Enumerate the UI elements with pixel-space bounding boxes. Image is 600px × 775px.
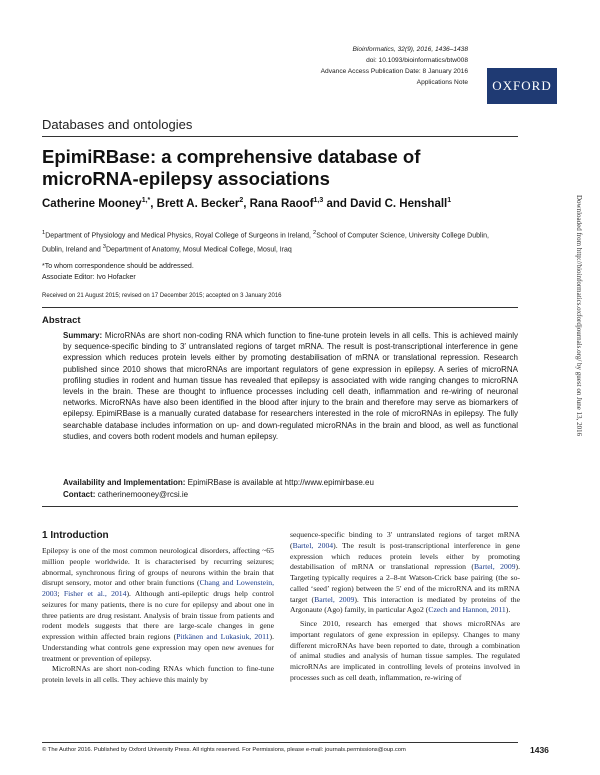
intro-paragraph-1: Epilepsy is one of the most common neurological disorders, affecting ~65 million people worldwide. It is characterised by recurring seizures; abnormal, synchronous firing of groups of neurons within the brain that disrupt sensory, motor and other brain functions (Chang and Lowenstein, 2003; Fisher et al., 2014). Although anti-epileptic drugs help control seizures for many patients, there is no cure for epilepsy and about one in three patients are drug resistant. Analysis of brain tissue from patients and rodent models suggests that there are large-scale changes in gene expression within affected brain regions (Pitkänen and Lukasiuk, 2011). Understanding what controls gene expression may open new avenues for treatment or prevention of epilepsy.: [42, 546, 275, 663]
abstract-heading: Abstract: [42, 315, 81, 326]
abstract-top-rule: [42, 307, 518, 308]
citation-link[interactable]: Pitkänen and Lukasiuk, 2011: [176, 632, 270, 641]
citation-link[interactable]: Czech and Hannon, 2011: [428, 605, 506, 615]
citation-link[interactable]: Bartel, 2004: [292, 540, 334, 550]
intro-paragraph-2-cont: sequence-specific binding to 3′ untranslated regions of target mRNA (Bartel, 2004). The result is post-transcriptional interference in gene expression which reduces protein levels either by promoting destabilisation of mRNA or translational repression (Bartel, 2009). Targeting typically requires a 2–8-nt Watson-Crick base pairing (the so-called ‘seed’ region) between the 5′ end of the microRNA and its mRNA target (Bartel, 2009). This interaction is mediated by proteins of the Argonaute (Ago) family, in particular Ago2 (Czech and Hannon, 2011).: [290, 530, 520, 615]
affiliations: $^1$Department of Physiology and Medical Physics, Royal College of Surgeons in Ireland, $^2$School of Computer Science, University College Dublin, Dublin, Ireland and $^3$Department of Anatomy, Mosul Medical College, Mosul, Iraq: [42, 230, 489, 254]
copyright-footer: © The Author 2016. Published by Oxford University Press. All rights reserved. For Permissions, please e-mail: journals.permissions@oup.com: [42, 747, 406, 753]
author-list: Catherine Mooney$^{1,*}$, Brett A. Becker$^2$, Rana Raoof$^{1,3}$ and David C. Henshall$^1$: [42, 197, 452, 210]
abstract-bottom-rule: [42, 506, 518, 507]
section-divider: [42, 136, 518, 137]
citation-link[interactable]: Fisher et al., 2014: [63, 589, 127, 598]
citation-link[interactable]: Bartel, 2009: [314, 594, 355, 604]
intro-paragraph-3: Since 2010, research has emerged that shows microRNAs are important regulators of gene expression in epilepsy. Changes to many different microRNAs have been reported to date, through a combination of animal studies and analysis of human tissue samples. The regulated microRNAs are implicated in controlling levels of proteins involved in processes such as cell death, inflammation, re-wiring of: [290, 619, 520, 682]
citation-link[interactable]: Chang and Lowenstein, 2003: [42, 578, 274, 598]
correspondence-note: *To whom correspondence should be addressed.: [42, 263, 194, 270]
oxford-logo: OXFORD: [487, 68, 557, 104]
received-dates: Received on 21 August 2015; revised on 17 December 2015; accepted on 3 January 2016: [42, 293, 282, 299]
abstract-summary: Summary: MicroRNAs are short non-coding RNA which function to fine-tune protein levels in all cells. This is achieved mainly by sequence-specific binding to 3′ untranslated regions of target mRNA. The result is post-transcriptional interference in gene expression which reduces protein levels either by promoting destabilisation of mRNA or translational repression. Research published since 2010 shows that microRNAs are important regulators of gene expression in epilepsy. A series of microRNA profiling studies in rodent and human tissue has revealed that epilepsy is associated with wide ranging changes to microRNA levels in the brain. These are thought to influence processes including cell death, inflammation and re-wiring of neuronal networks. MicroRNAs have also been identified in the blood after injury to the brain and therefore may serve as biomarkers of epilepsy. EpimiRBase is a manually curated database for researchers interested in the role of microRNAs in epilepsy. The fully searchable database includes information on up- and down-regulated microRNAs in the brain and blood, as well as functional studies, and covers both rodent models and human epilepsy.: [63, 331, 518, 441]
article-type: Applications Note: [416, 79, 468, 86]
contact: Contact: catherinemooney@rcsi.ie: [63, 490, 189, 499]
download-stamp: Downloaded from http://bioinformatics.oxfordjournals.org/ by guest on June 13, 2016: [575, 195, 583, 437]
advance-access-date: Advance Access Publication Date: 8 January 2016: [320, 68, 468, 75]
section-label: Databases and ontologies: [42, 117, 193, 132]
introduction-heading: 1 Introduction: [42, 530, 109, 541]
journal-citation: Bioinformatics, 32(9), 2016, 1436–1438: [352, 46, 468, 53]
left-column: [42, 546, 274, 686]
citation-link[interactable]: Bartel, 2009: [473, 562, 516, 572]
associate-editor: Associate Editor: Ivo Hofacker: [42, 274, 136, 281]
availability: Availability and Implementation: EpimiRBase is available at http://www.epimirbase.eu: [63, 478, 374, 487]
footer-divider: [42, 742, 518, 743]
article-title: EpimiRBase: a comprehensive database of microRNA-epilepsy associations: [42, 146, 421, 189]
page-number: 1436: [530, 745, 549, 755]
right-column: [290, 530, 520, 684]
doi[interactable]: doi: 10.1093/bioinformatics/btw008: [366, 57, 468, 64]
intro-paragraph-2: MicroRNAs are short non-coding RNAs which function to fine-tune protein levels in all cells. They achieve this mainly by: [42, 664, 274, 684]
